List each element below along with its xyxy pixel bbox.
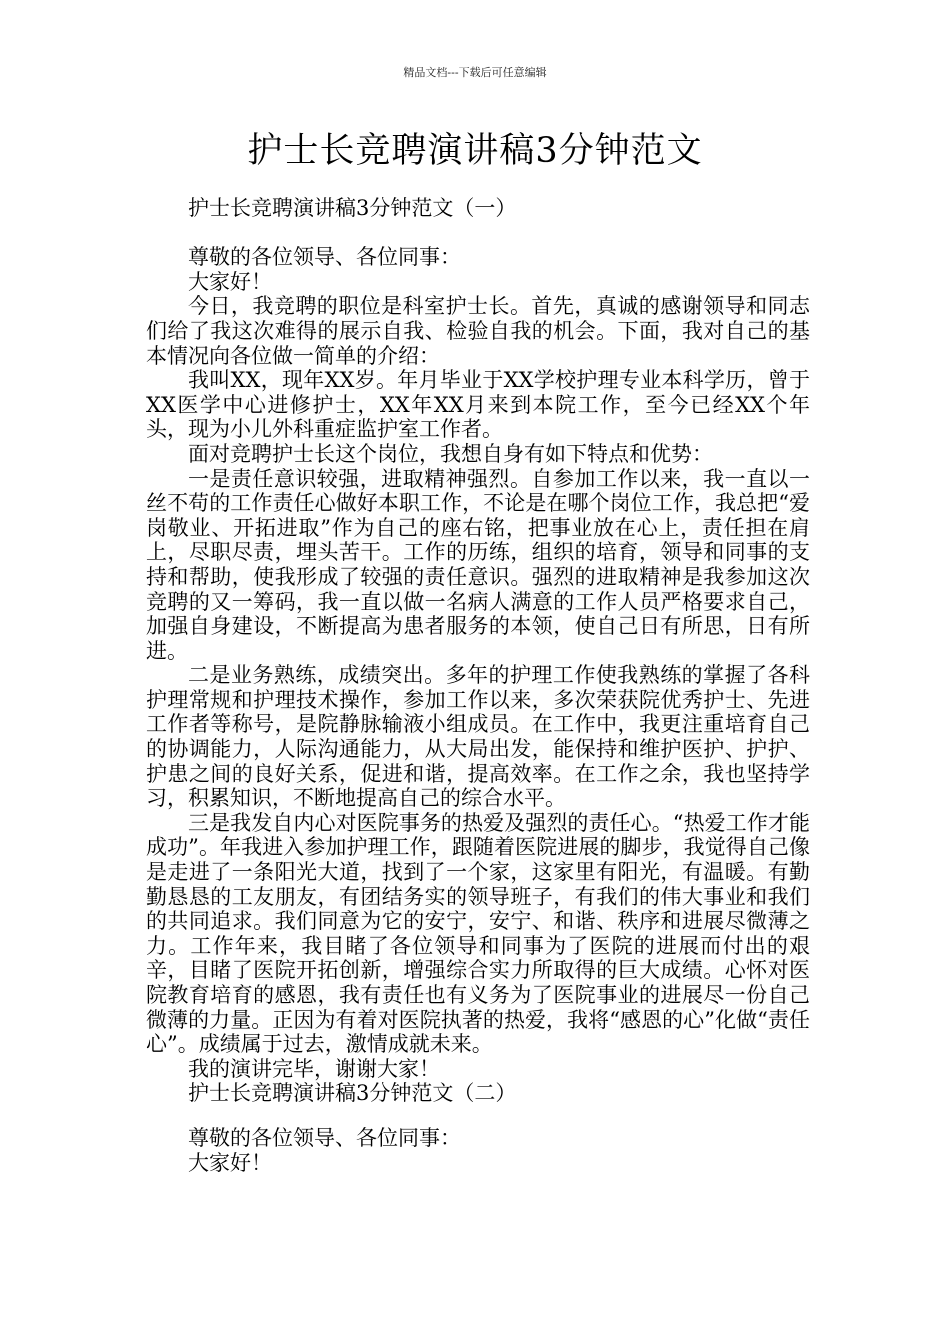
document-body	[146, 196, 810, 1175]
greeting: 大家好！	[188, 269, 272, 294]
paragraph-strengths-lead: 面对竞聘护士长这个岗位，我想自身有如下特点和优势：	[188, 441, 713, 466]
header-note: 精品文档---下载后可任意编辑	[403, 66, 547, 79]
greeting-2: 大家好！	[188, 1150, 272, 1175]
closing-line: 我的演讲完毕，谢谢大家！	[188, 1056, 440, 1081]
paragraph-strength-1: 一是责任意识较强，进取精神强烈。自参加工作以来，我一直以一丝不苟的工作责任心做好本职工作，不论是在哪个岗位工作，我总把“爱岗敬业、开拓进取”作为自己的座右铭，把事业放在心上，责任担在肩上，尽职尽责，埋头苦干。工作的历练，组织的培育，领导和同事的支持和帮助，使我形成了较强的责任意识。强烈的进取精神是我参加这次竞聘的又一筹码，我一直以做一名病人满意的工作人员严格要求自己，加强自身建设，不断提高为患者服务的本领，使自己日有所思，日有所进。	[146, 466, 810, 663]
section-heading-1: 护士长竞聘演讲稿3分钟范文（一）	[188, 196, 517, 220]
salutation-2: 尊敬的各位领导、各位同事：	[188, 1125, 461, 1150]
paragraph-self-intro: 我叫XX，现年XX岁。年月毕业于XX学校护理专业本科学历，曾于XX医学中心进修护士，XX年XX月来到本院工作，至今已经XX个年头，现为小儿外科重症监护室工作者。	[146, 368, 810, 442]
section-heading-2: 护士长竞聘演讲稿3分钟范文（二）	[188, 1081, 517, 1106]
document-title: 护士长竞聘演讲稿3分钟范文	[247, 131, 703, 171]
paragraph-strength-2: 二是业务熟练，成绩突出。多年的护理工作使我熟练的掌握了各科护理常规和护理技术操作，参加工作以来，多次荣获院优秀护士、先进工作者等称号，是院静脉输液小组成员。在工作中，我更注重培育自己的协调能力，人际沟通能力，从大局出发，能保持和维护医护、护护、护患之间的良好关系，促进和谐，提高效率。在工作之余，我也坚持学习，积累知识，不断地提高自己的综合水平。	[146, 663, 810, 811]
paragraph-intro: 今日，我竞聘的职位是科室护士长。首先，真诚的感谢领导和同志们给了我这次难得的展示自我、检验自我的机会。下面，我对自己的基本情况向各位做一简单的介绍：	[146, 294, 810, 368]
paragraph-strength-3: 三是我发自内心对医院事务的热爱及强烈的责任心。“热爱工作才能成功”。年我进入参加护理工作，跟随着医院进展的脚步，我觉得自己像是走进了一条阳光大道，找到了一个家，这家里有阳光，有温暖。有勤勤恳恳的工友朋友，有团结务实的领导班子，有我们的伟大事业和我们的共同追求。我们同意为它的安宁，安宁、和谐、秩序和进展尽微薄之力。工作年来，我目睹了各位领导和同事为了医院的进展而付出的艰辛，目睹了医院开拓创新，增强综合实力所取得的巨大成绩。心怀对医院教育培育的感恩，我有责任也有义务为了医院事业的进展尽一份自己微薄的力量。正因为有着对医院执著的热爱，我将“感恩的心”化做“责任心”。成绩属于过去，激情成就未来。	[146, 810, 810, 1057]
salutation: 尊敬的各位领导、各位同事：	[188, 245, 461, 270]
